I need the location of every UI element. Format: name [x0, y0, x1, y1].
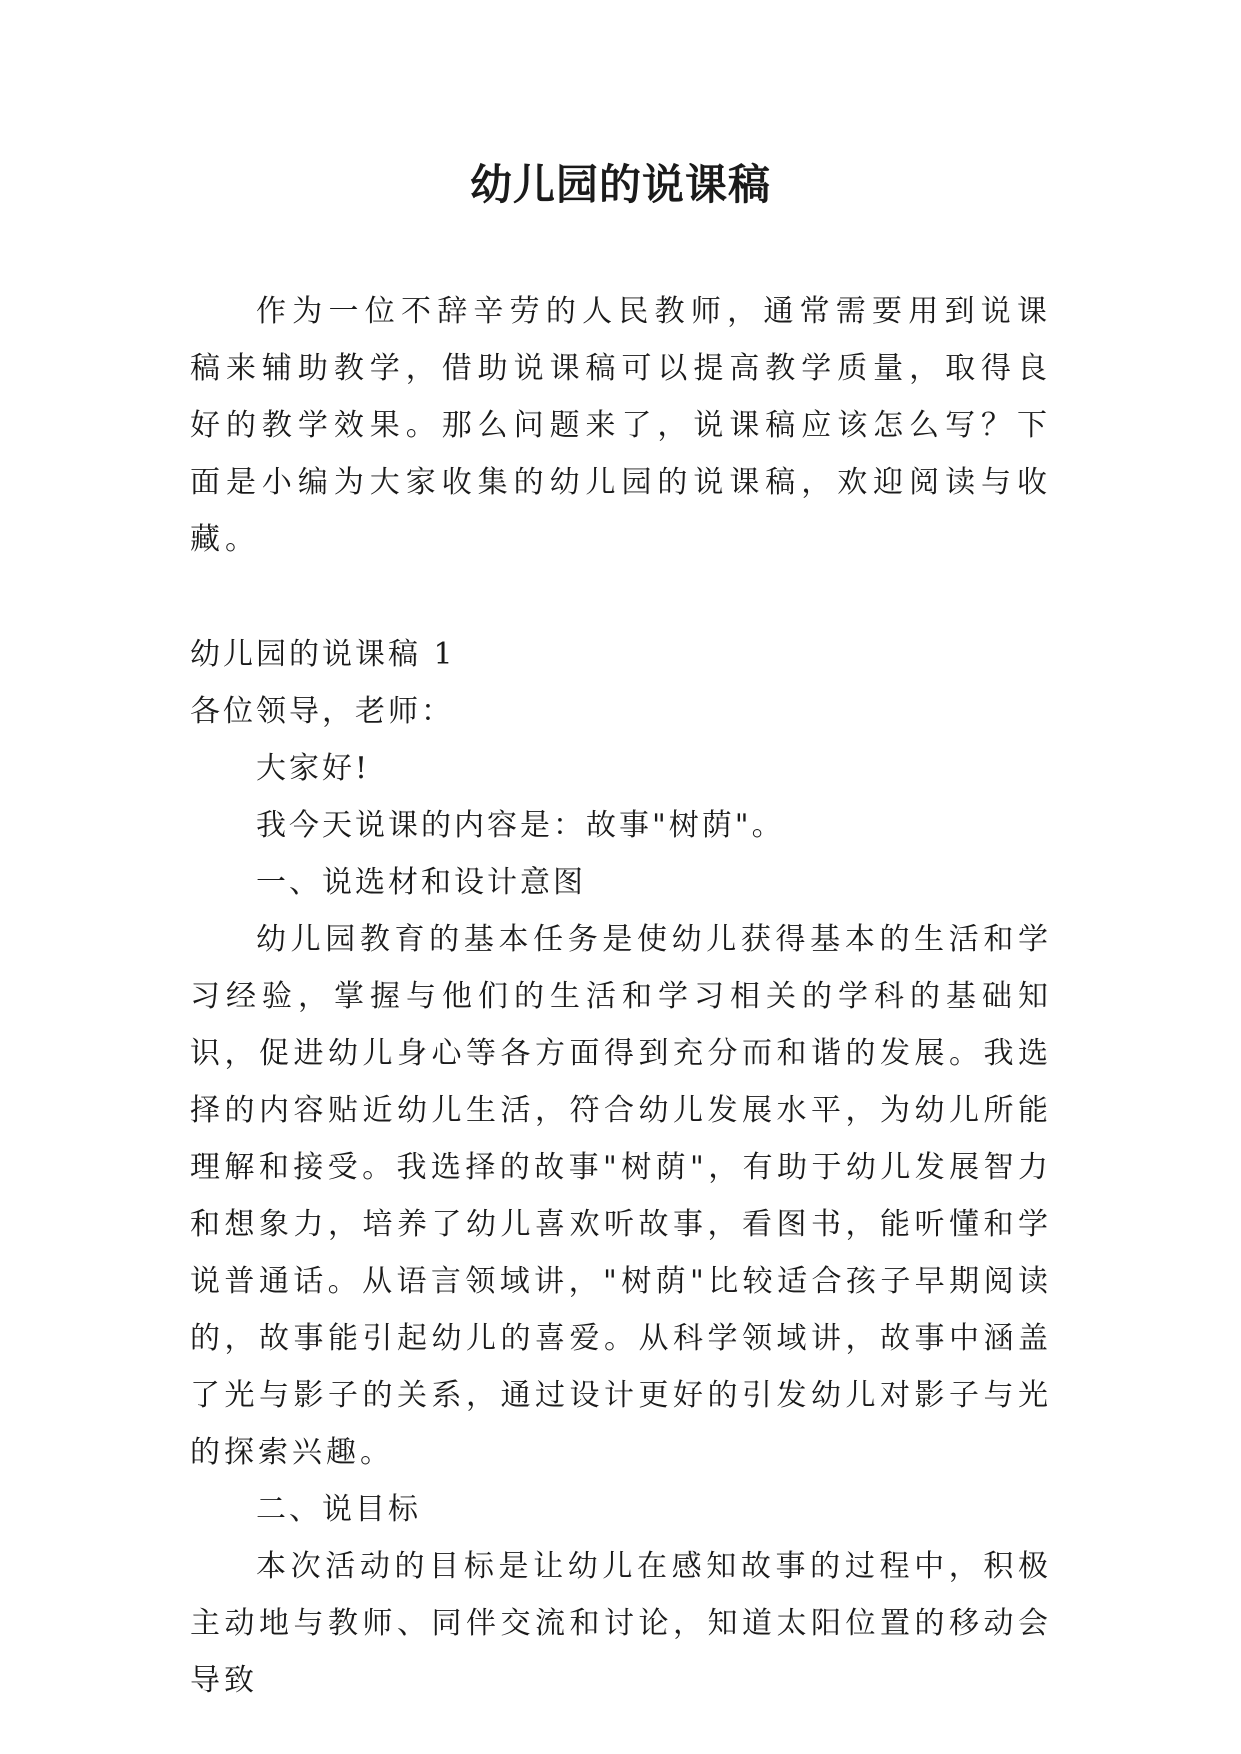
section-body-1: 幼儿园教育的基本任务是使幼儿获得基本的生活和学习经验，掌握与他们的生活和学习相关的学科的基础知识，促进幼儿身心等各方面得到充分而和谐的发展。我选择的内容贴近幼儿生活，符合幼儿发展水平，为幼儿所能理解和接受。我选择的故事"树荫"，有助于幼儿发展智力和想象力，培养了幼儿喜欢听故事，看图书，能听懂和学说普通话。从语言领域讲，"树荫"比较适合孩子早期阅读的，故事能引起幼儿的喜爱。从科学领域讲，故事中涵盖了光与影子的关系，通过设计更好的引发幼儿对影子与光的探索兴趣。 — [190, 922, 1052, 1470]
greeting: 大家好! — [256, 751, 371, 786]
document-title: 幼儿园的说课稿 — [469, 160, 771, 209]
section-heading-2: 二、说目标 — [256, 1492, 421, 1527]
section-body-2: 本次活动的目标是让幼儿在感知故事的过程中，积极主动地与教师、同伴交流和讨论，知道太阳位置的移动会导致 — [190, 1549, 1052, 1698]
intro-paragraph: 作为一位不辞辛劳的人民教师，通常需要用到说课稿来辅助教学，借助说课稿可以提高教学质量，取得良好的教学效果。那么问题来了，说课稿应该怎么写？下面是小编为大家收集的幼儿园的说课稿，欢迎阅读与收藏。 — [190, 294, 1052, 557]
section-subtitle: 幼儿园的说课稿 1 — [190, 637, 456, 672]
section-heading-1: 一、说选材和设计意图 — [256, 865, 586, 900]
salutation: 各位领导，老师： — [190, 694, 454, 729]
topic-statement: 我今天说课的内容是：故事"树荫"。 — [256, 808, 785, 843]
document-body — [190, 283, 1052, 1709]
